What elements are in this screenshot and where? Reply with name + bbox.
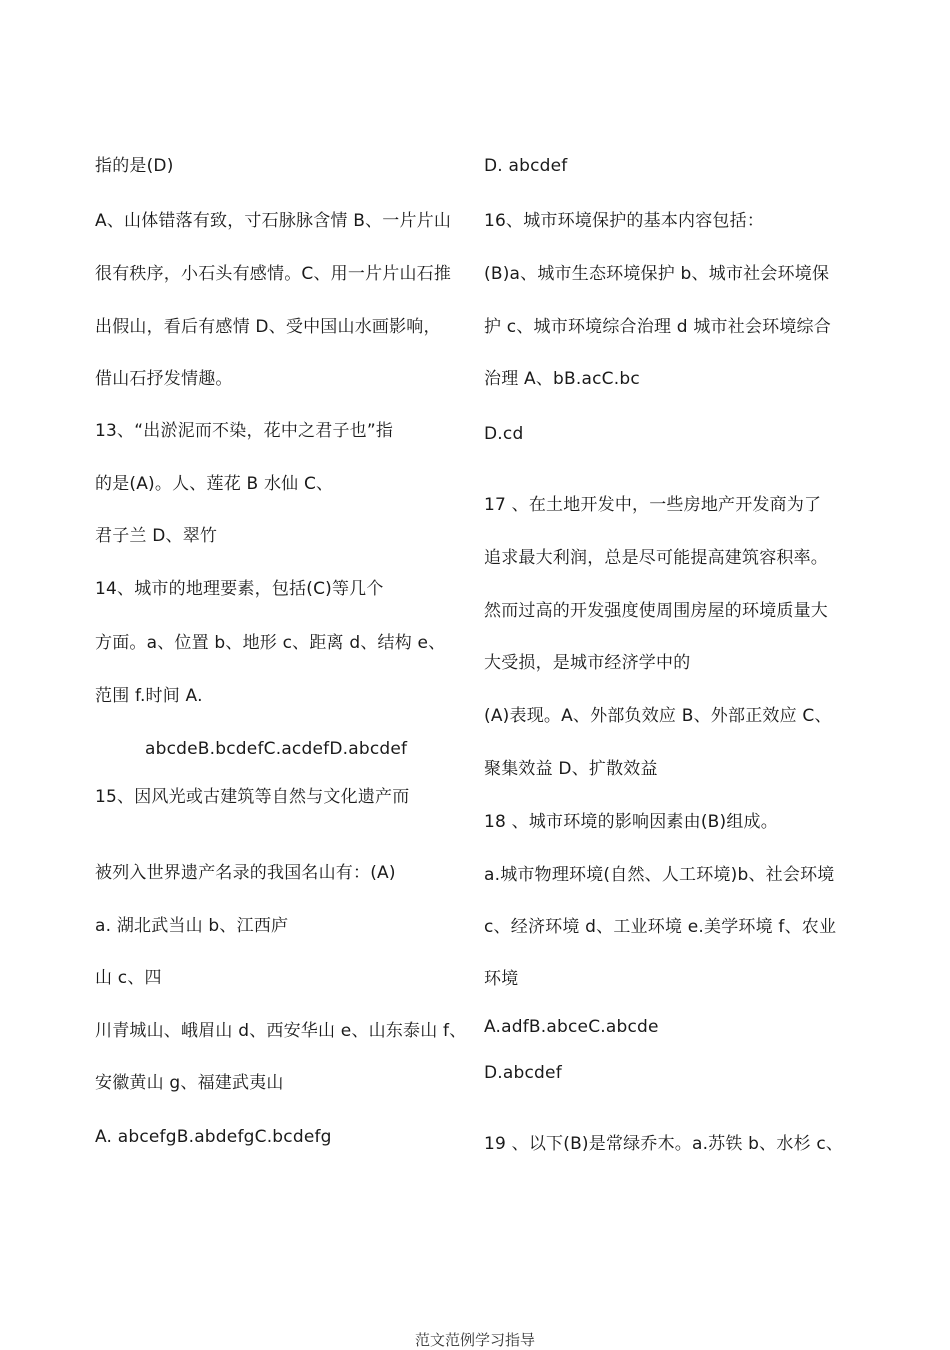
text-line: 出假山，看后有感情 D、受中国山水画影响， <box>95 317 441 337</box>
text-line: 19 、以下(B)是常绿乔木。a.苏铁 b、水杉 c、 <box>484 1134 844 1154</box>
text-line: (A)表现。A、外部负效应 B、外部正效应 C、 <box>484 706 832 726</box>
text-line: 借山石抒发情趣。 <box>95 369 233 389</box>
text-line: D. abcdef <box>484 156 568 176</box>
text-line: 山 c、四 <box>95 968 162 988</box>
text-line: 13、“出淤泥而不染，花中之君子也”指 <box>95 421 394 441</box>
text-line: A.adfB.abceC.abcde <box>484 1017 659 1037</box>
text-line: a. 湖北武当山 b、江西庐 <box>95 916 289 936</box>
text-line: 17 、在土地开发中，一些房地产开发商为了 <box>484 495 822 515</box>
text-line: 然而过高的开发强度使周围房屋的环境质量大 <box>484 601 828 621</box>
text-line: abcdeB.bcdefC.acdefD.abcdef <box>145 739 408 759</box>
text-line: 15、因风光或古建筑等自然与文化遗产而 <box>95 787 410 807</box>
text-line: 大受损，是城市经济学中的 <box>484 653 691 673</box>
text-line: 君子兰 D、翠竹 <box>95 526 218 546</box>
text-line: 追求最大利润，总是尽可能提高建筑容积率。 <box>484 548 828 568</box>
text-line: 川青城山、峨眉山 d、西安华山 e、山东泰山 f、 <box>95 1021 467 1041</box>
text-line: 很有秩序，小石头有感情。C、用一片片山石推 <box>95 264 452 284</box>
text-line: 指的是(D) <box>95 156 174 176</box>
text-line: D.cd <box>484 424 524 444</box>
text-line: 的是(A)。人、莲花 B 水仙 C、 <box>95 474 334 494</box>
text-line: D.abcdef <box>484 1063 562 1083</box>
text-line: 范围 f.时间 A. <box>95 686 203 706</box>
text-line: 治理 A、bB.acC.bc <box>484 369 640 389</box>
text-line: 16、城市环境保护的基本内容包括： <box>484 211 765 231</box>
text-line: (B)a、城市生态环境保护 b、城市社会环境保 <box>484 264 830 284</box>
page-footer: 范文范例学习指导 <box>414 1331 535 1349</box>
text-line: a.城市物理环境(自然、人工环境)b、社会环境 <box>484 865 835 885</box>
text-line: 安徽黄山 g、福建武夷山 <box>95 1073 284 1093</box>
text-line: c、经济环境 d、工业环境 e.美学环境 f、农业 <box>484 917 837 937</box>
text-line: 护 c、城市环境综合治理 d 城市社会环境综合 <box>484 317 831 337</box>
text-line: 14、城市的地理要素，包括(C)等几个 <box>95 579 384 599</box>
text-line: 环境 <box>484 969 519 989</box>
text-line: 聚集效益 D、扩散效益 <box>484 759 658 779</box>
text-line: A、山体错落有致，寸石脉脉含情 B、一片片山 <box>95 211 452 231</box>
text-line: 方面。a、位置 b、地形 c、距离 d、结构 e、 <box>95 633 446 653</box>
text-line: 18 、城市环境的影响因素由(B)组成。 <box>484 812 778 832</box>
text-line: A. abcefgB.abdefgC.bcdefg <box>95 1127 332 1147</box>
text-line: 被列入世界遗产名录的我国名山有：(A) <box>95 863 396 883</box>
